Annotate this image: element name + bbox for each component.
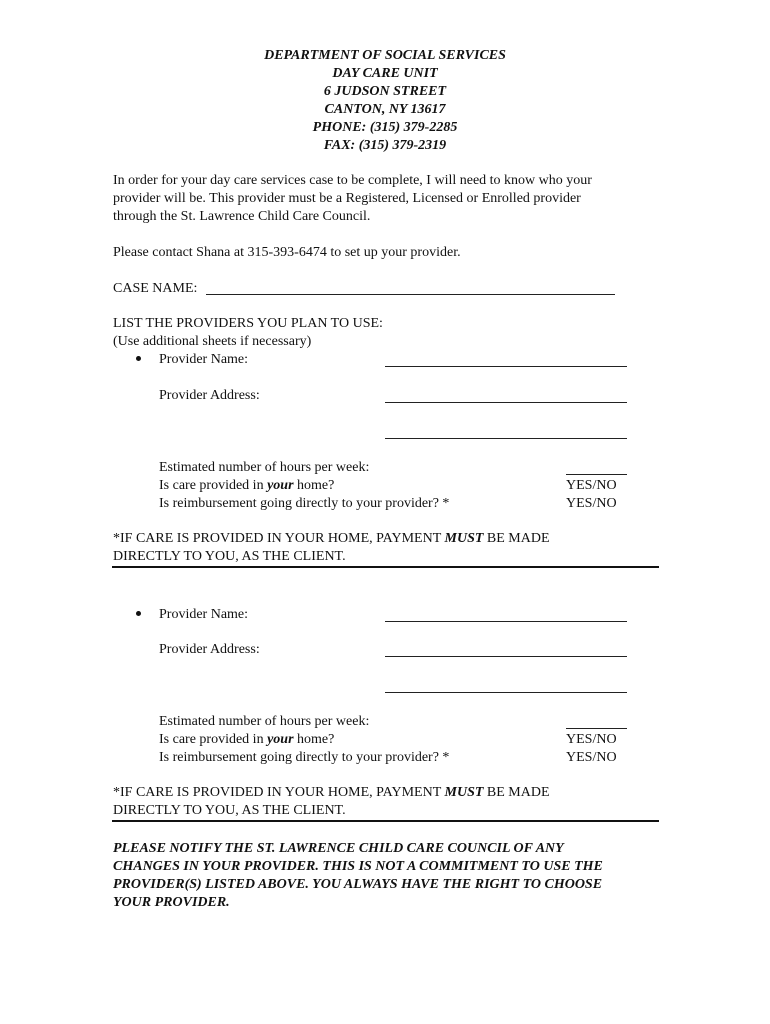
providers-note: (Use additional sheets if necessary) xyxy=(113,334,312,349)
notice-suffix: BE MADE xyxy=(483,785,550,800)
home-care-emphasis: your xyxy=(267,732,294,747)
provider-name-label: Provider Name: xyxy=(159,352,249,367)
payment-notice-line1 xyxy=(113,530,550,548)
hours-field[interactable] xyxy=(566,474,627,475)
home-care-question xyxy=(159,731,334,749)
final-notice-line: YOUR PROVIDER. xyxy=(113,895,230,910)
header-line-unit: DAY CARE UNIT xyxy=(332,66,438,81)
home-care-emphasis: your xyxy=(267,478,294,493)
bullet-icon xyxy=(136,356,141,361)
payment-notice-line1 xyxy=(113,784,550,802)
provider-address-field-line2[interactable] xyxy=(385,438,627,439)
intro-line: In order for your day care services case to be complete, I will need to know who your xyxy=(113,173,592,188)
home-care-yes-no[interactable]: YES/NO xyxy=(566,732,617,747)
notice-suffix: BE MADE xyxy=(483,531,550,546)
home-care-yes-no[interactable]: YES/NO xyxy=(566,478,617,493)
intro-paragraph xyxy=(113,172,653,226)
final-notice xyxy=(113,840,673,912)
provider-name-field[interactable] xyxy=(385,366,627,367)
final-notice-line: PLEASE NOTIFY THE ST. LAWRENCE CHILD CARE COUNCIL OF ANY xyxy=(113,841,564,856)
header-line-street: 6 JUDSON STREET xyxy=(323,84,447,99)
reimbursement-question: Is reimbursement going directly to your provider? * xyxy=(159,496,450,511)
section-divider xyxy=(112,566,659,568)
hours-label: Estimated number of hours per week: xyxy=(159,714,370,729)
home-care-question xyxy=(159,477,334,495)
contact-text: Please contact Shana at 315-393-6474 to set up your provider. xyxy=(113,245,461,260)
provider-address-field[interactable] xyxy=(385,656,627,657)
payment-notice-line2: DIRECTLY TO YOU, AS THE CLIENT. xyxy=(113,803,346,818)
hours-field[interactable] xyxy=(566,728,627,729)
intro-line: through the St. Lawrence Child Care Council. xyxy=(113,209,371,224)
provider-address-field[interactable] xyxy=(385,402,627,403)
final-notice-line: CHANGES IN YOUR PROVIDER. THIS IS NOT A COMMITMENT TO USE THE xyxy=(113,859,603,874)
reimbursement-yes-no[interactable]: YES/NO xyxy=(566,496,617,511)
notice-prefix: *IF CARE IS PROVIDED IN YOUR HOME, PAYMENT xyxy=(113,531,445,546)
intro-line: provider will be. This provider must be a Registered, Licensed or Enrolled provider xyxy=(113,191,581,206)
hours-label: Estimated number of hours per week: xyxy=(159,460,370,475)
payment-notice-line2: DIRECTLY TO YOU, AS THE CLIENT. xyxy=(113,549,346,564)
bullet-icon xyxy=(136,611,141,616)
home-care-suffix: home? xyxy=(293,732,335,747)
case-name-label: CASE NAME: xyxy=(113,281,198,296)
agency-header xyxy=(0,47,770,155)
reimbursement-question: Is reimbursement going directly to your provider? * xyxy=(159,750,450,765)
final-notice-line: PROVIDER(S) LISTED ABOVE. YOU ALWAYS HAVE THE RIGHT TO CHOOSE xyxy=(113,877,603,892)
header-line-phone: PHONE: (315) 379-2285 xyxy=(312,120,458,135)
provider-name-label: Provider Name: xyxy=(159,607,249,622)
notice-emphasis: MUST xyxy=(444,531,484,546)
provider-address-field-line2[interactable] xyxy=(385,692,627,693)
provider-name-field[interactable] xyxy=(385,621,627,622)
home-care-suffix: home? xyxy=(293,478,335,493)
case-name-field[interactable] xyxy=(206,294,615,295)
home-care-prefix: Is care provided in xyxy=(159,732,268,747)
provider-address-label: Provider Address: xyxy=(159,642,260,657)
home-care-prefix: Is care provided in xyxy=(159,478,268,493)
section-divider xyxy=(112,820,659,822)
notice-prefix: *IF CARE IS PROVIDED IN YOUR HOME, PAYMENT xyxy=(113,785,445,800)
notice-emphasis: MUST xyxy=(444,785,484,800)
reimbursement-yes-no[interactable]: YES/NO xyxy=(566,750,617,765)
header-line-city: CANTON, NY 13617 xyxy=(324,102,446,117)
provider-address-label: Provider Address: xyxy=(159,388,260,403)
header-line-fax: FAX: (315) 379-2319 xyxy=(323,138,447,153)
header-line-department: DEPARTMENT OF SOCIAL SERVICES xyxy=(264,48,506,63)
providers-heading: LIST THE PROVIDERS YOU PLAN TO USE: xyxy=(113,316,383,331)
